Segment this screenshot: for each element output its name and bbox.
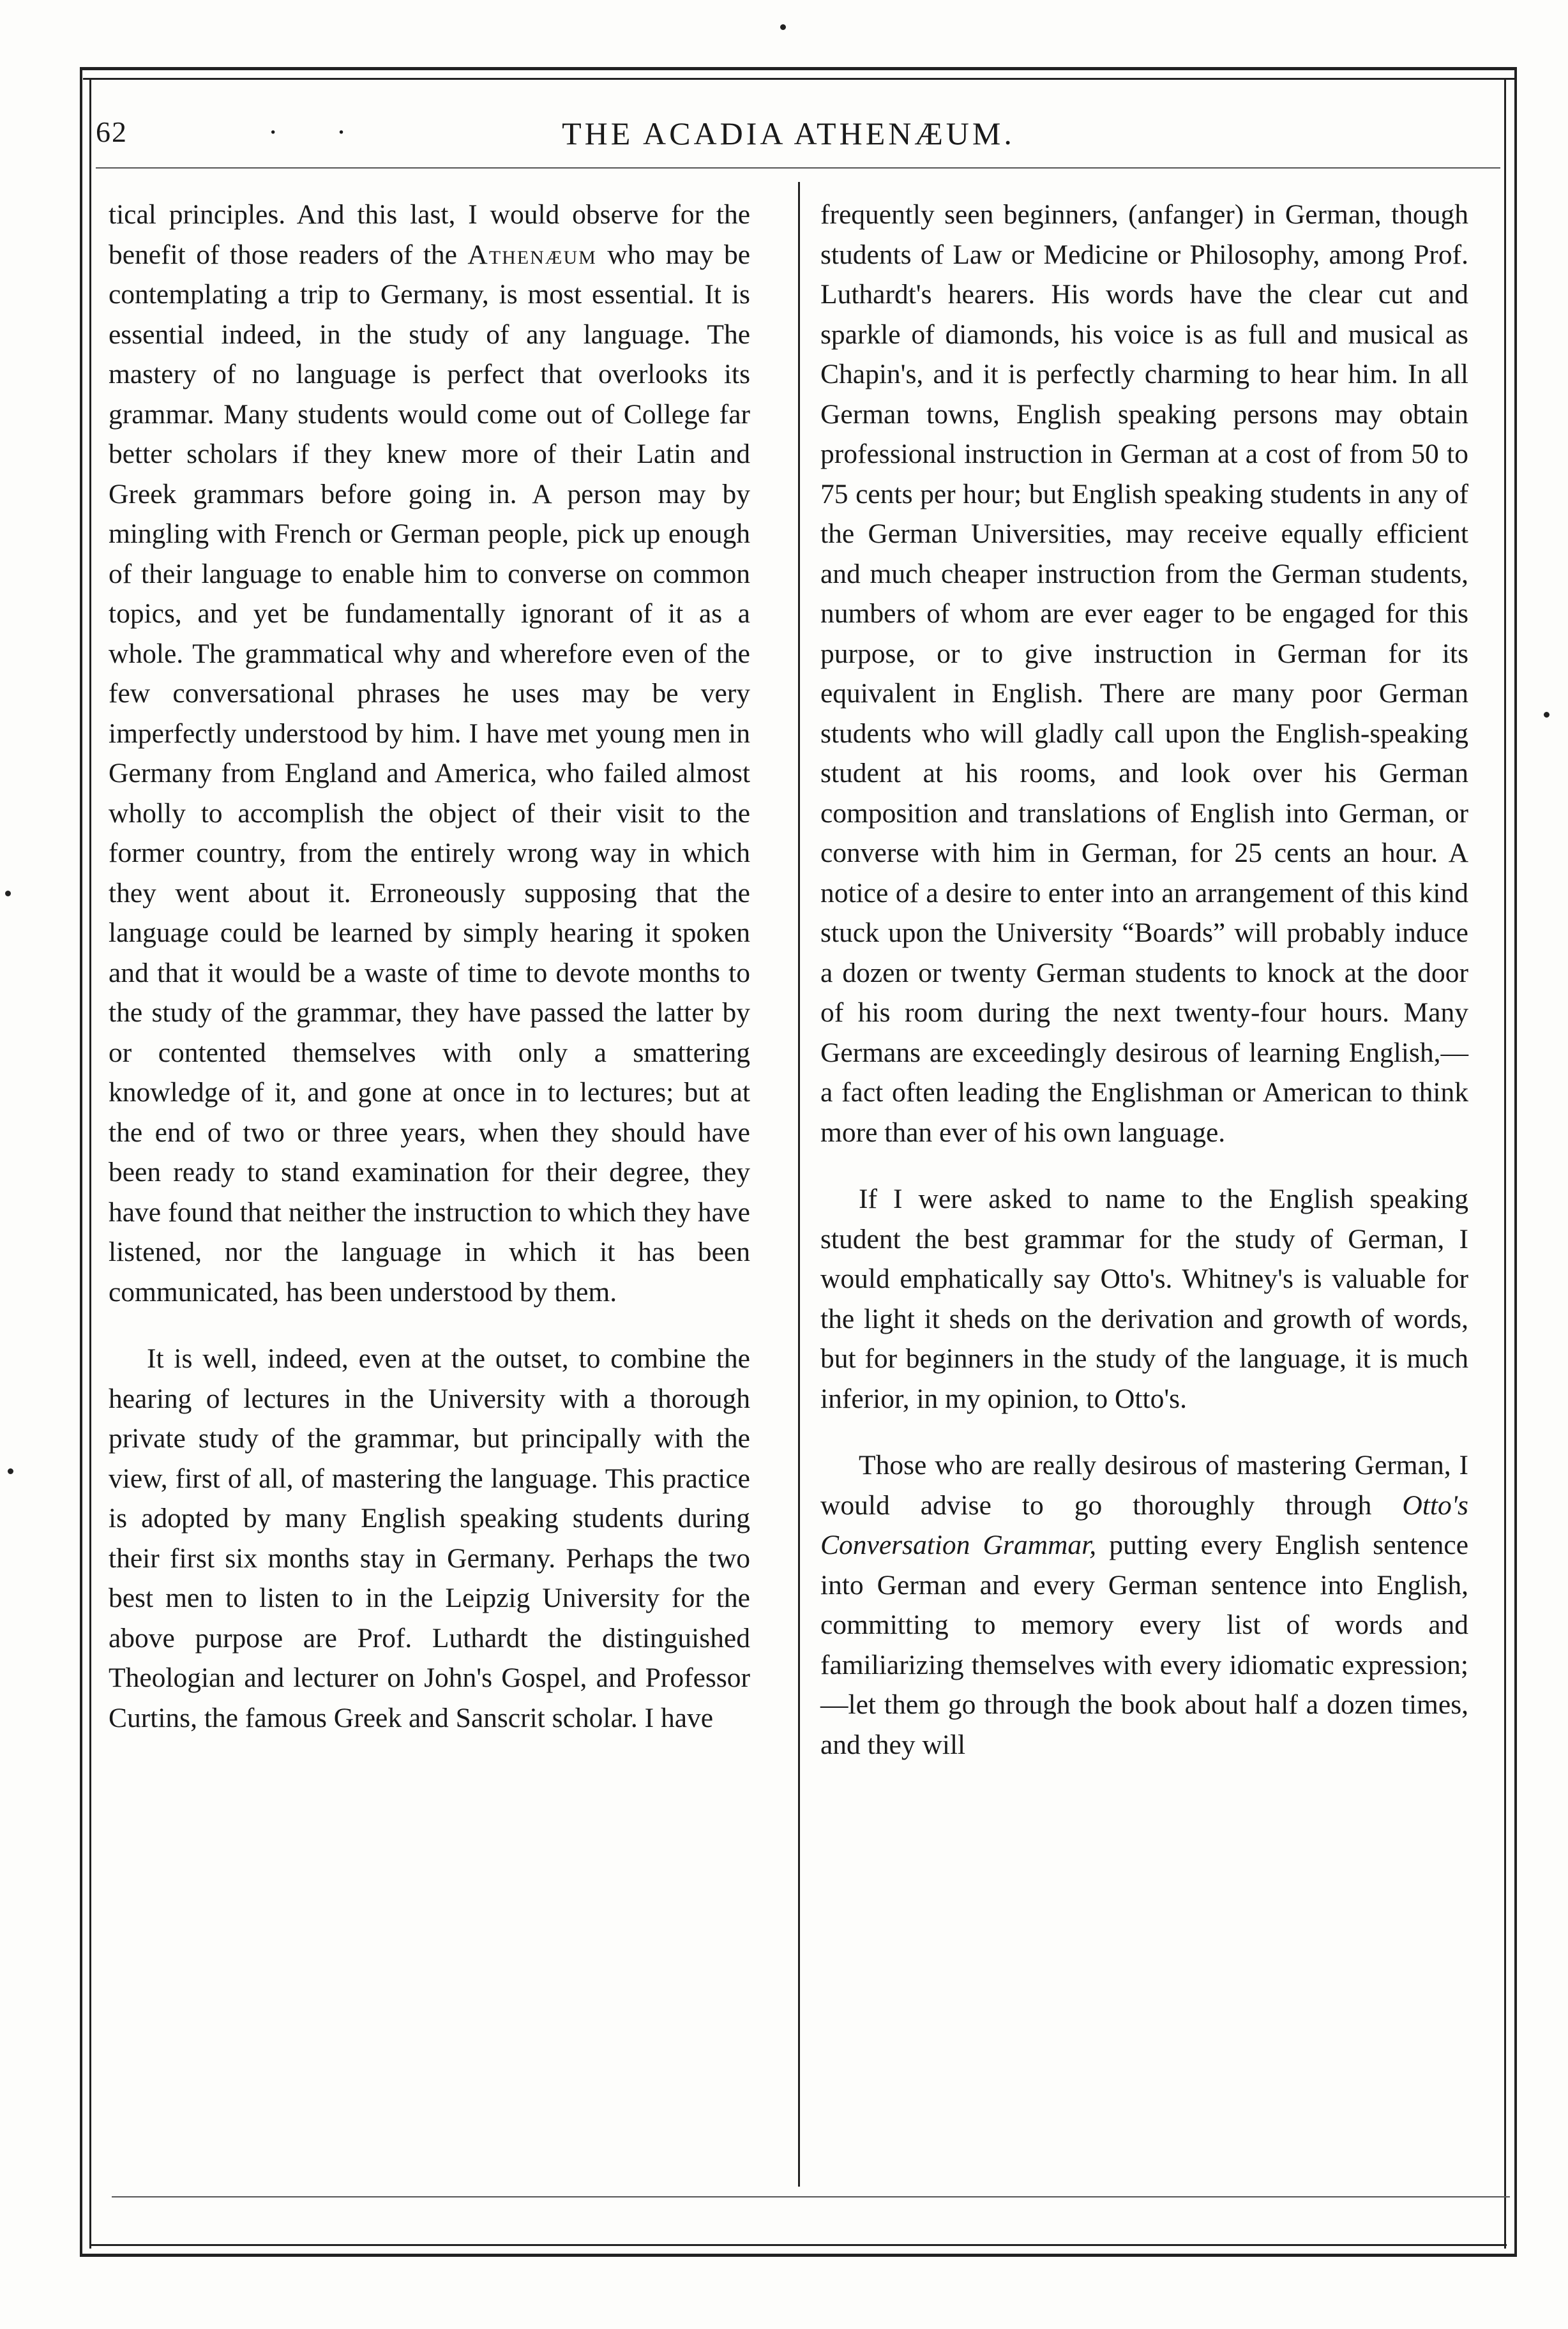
print-speck <box>5 891 11 896</box>
right-border-rule-inner <box>1504 78 1506 2249</box>
top-border-rule-inner <box>83 78 1516 80</box>
header-rule <box>96 167 1500 169</box>
print-speck <box>1544 712 1549 718</box>
left-border-rule-inner <box>89 78 91 2249</box>
bottom-border-rule-inner <box>89 2244 1507 2246</box>
right-paragraph-1: frequently seen beginners, (anfanger) in German, though students of Law or Medicine or Philosophy, among Prof. Luthardt's hearers. His words have the clear cut and sparkle of diamonds, his voice is as full and musical as Chapin's, and it is perfectly charming to hear him. In all German towns, English speaking persons may obtain professional instruction in German at a cost of from 50 to 75 cents per hour; but English speaking students in any of the German Universities, may receive equally efficient and much cheaper instruction from the German students, numbers of whom are ever eager to be engaged for this purpose, or to give instruction in German for its equivalent in English. There are many poor German students who will gladly call upon the English-speaking student at his rooms, and look over his German composition and translations of English into German, or converse with him in German, for 25 cents an hour. A notice of a desire to enter into an arrangement of this kind stuck upon the University “Boards” will probably induce a dozen or twenty German students to knock at the door of his room during the next twenty-four hours. Many Germans are exceedingly desirous of learning English,—a fact often leading the Englishman or American to think more than ever of his own language. <box>820 199 1468 1148</box>
left-column <box>109 195 750 1738</box>
print-speck <box>780 24 786 30</box>
right-border-rule <box>1514 67 1517 2257</box>
print-speck <box>8 1468 13 1474</box>
bottom-border-rule <box>80 2254 1516 2257</box>
running-title: THE ACADIA ATHENÆUM. <box>562 116 1015 151</box>
right-p3-text-b: putting every English sentence into German and every German sentence into English, committing to memory every list of words and familiarizing themselves with every idiomatic expression;—let them go through the book about half a dozen times, and they will <box>820 1530 1469 1760</box>
right-paragraph-2: If I were asked to name to the English speaking student the best grammar for the study of German, I would emphatically say Otto's. Whitney's is valuable for the light it sheds on the derivation and growth of words, but for beginners in the study of the language, it is much inferior, in my opinion, to Otto's. <box>820 1184 1468 1414</box>
header-dots: · · <box>268 116 372 148</box>
page-number: 62 <box>96 116 128 148</box>
left-border-rule <box>80 67 82 2257</box>
left-paragraph-2: It is well, indeed, even at the outset, to combine the hearing of lectures in the University with a thorough private study of the grammar, but principally with the view, first of all, of mastering the language. This practice is adopted by many English speaking students during their first six months stay in Germany. Perhaps the two best men to listen to in the Leipzig University for the above purpose are Prof. Luthardt the distinguished Theologian and lecturer on John's Gospel, and Professor Curtins, the famous Greek and Sanscrit scholar. I have <box>109 1343 750 1733</box>
right-column <box>820 195 1468 1765</box>
athenaeum-name: Athenæum <box>467 239 597 270</box>
top-border-rule <box>80 67 1516 70</box>
left-p1-text-a: tical principles. And this last, I would observe for the benefit of those readers of the <box>109 199 750 270</box>
left-paragraph-1 <box>109 195 750 1312</box>
book-title: Otto's Conversation Grammar, <box>820 1489 1468 1560</box>
right-paragraph-3 <box>820 1445 1468 1765</box>
left-p1-text-b: who may be contemplating a trip to Germany, is most essential. It is essential indeed, in the study of any language. The mastery of no language is perfect that overlooks its grammar. Many students would come out of College far better scholars if they knew more of their Latin and Greek grammars before going in. A person may by mingling with French or German people, pick up enough of their language to enable him to converse on common topics, and yet be fundamentally ignorant of it as a whole. The grammatical why and wherefore even of the few conversational phrases he uses may be very imperfectly understood by him. I have met young men in Germany from England and America, who failed almost wholly to accomplish the object of their visit to the former country, from the entirely wrong way in which they went about it. Erroneously supposing that the language could be learned by simply hearing it spoken and that it would be a waste of time to devote months to the study of the grammar, they have passed the latter by or contented themselves with only a smattering knowledge of it, and gone at once in to lectures; but at the end of two or three years, when they should have been ready to stand examination for their degree, they have found that neither the instruction to which they have listened, nor the language in which it has been communicated, has been understood by them. <box>109 239 751 1308</box>
column-divider <box>798 182 800 2187</box>
bottom-rule-upper <box>112 2196 1510 2197</box>
right-p3-text-a: Those who are really desirous of mastering German, I would advise to go thoroughly through <box>820 1450 1468 1521</box>
page-header <box>96 115 1481 160</box>
